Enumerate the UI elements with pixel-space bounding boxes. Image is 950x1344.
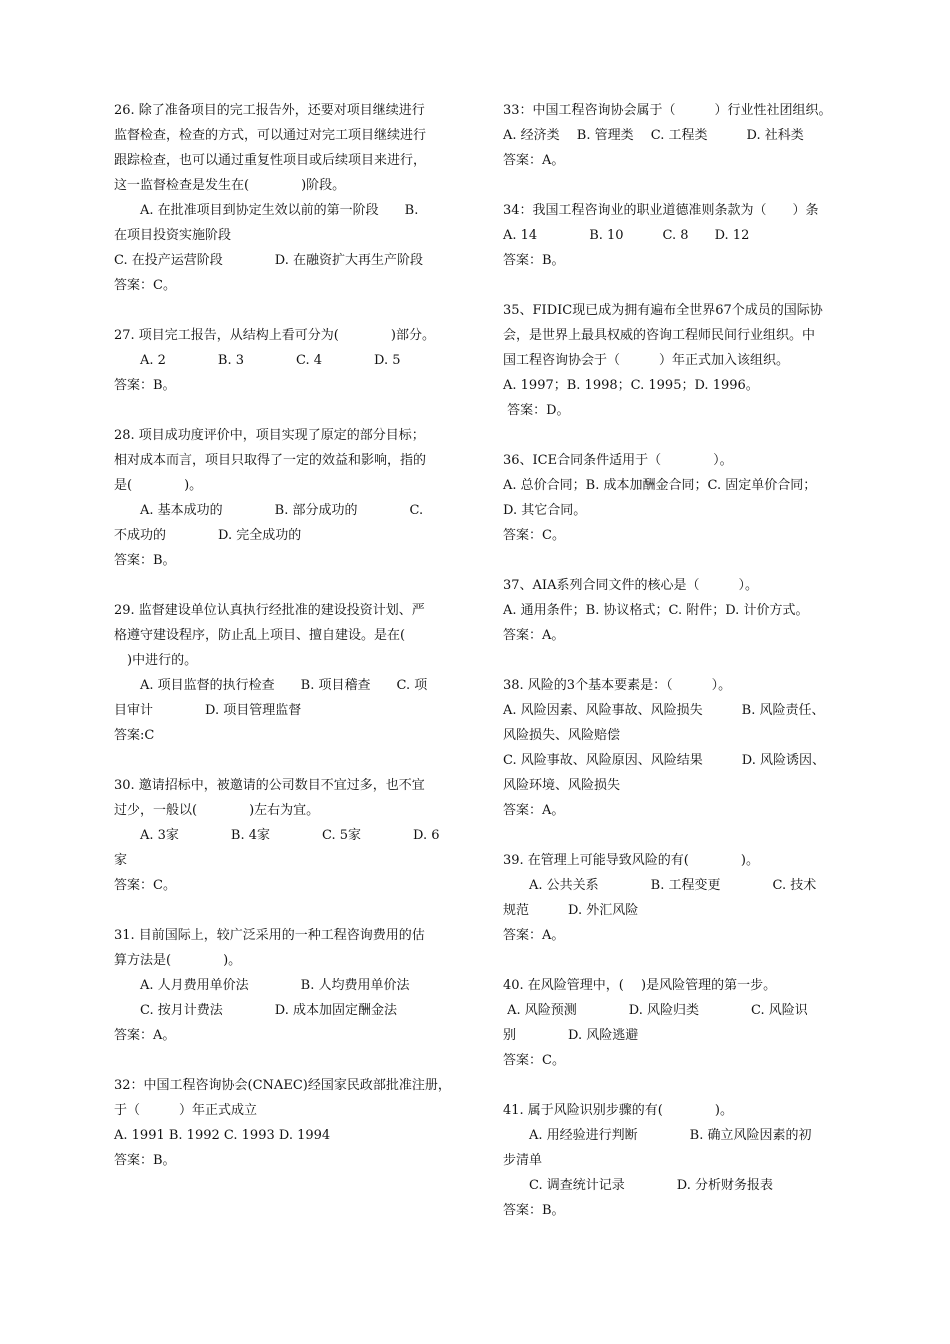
left-text-line: 这一监督检查是发生在( )阶段。	[114, 178, 346, 193]
blank-line	[503, 948, 863, 973]
left-text-line: 26. 除了准备项目的完工报告外，还要对项目继续进行	[114, 103, 425, 118]
right-text-line: A. 通用条件；B. 协议格式；C. 附件；D. 计价方式。	[503, 603, 809, 618]
left-text-line: A. 3家 B. 4家 C. 5家 D. 6	[114, 828, 440, 843]
left-text-line: C. 在投产运营阶段 D. 在融资扩大再生产阶段	[114, 253, 423, 268]
blank-line	[114, 898, 466, 923]
right-text-line: 36、ICE合同条件适用于（ ）。	[503, 453, 733, 468]
right-text-line: 34：我国工程咨询业的职业道德准则条款为（ ）条	[503, 203, 819, 218]
right-text-line: A. 用经验进行判断 B. 确立风险因素的初	[503, 1128, 812, 1143]
right-text-line: 别 D. 风险逃避	[503, 1028, 639, 1043]
right-text-line: 37、AIA系列合同文件的核心是（ ）。	[503, 578, 758, 593]
left-text-line: 目审计 D. 项目管理监督	[114, 703, 302, 718]
right-text-line: 答案：C。	[503, 1053, 565, 1068]
blank-line	[503, 548, 863, 573]
blank-line	[503, 1073, 863, 1098]
right-text-line: 答案：B。	[503, 1203, 565, 1218]
right-text-line: 35、FIDIC现已成为拥有遍布全世界67个成员的国际协	[503, 303, 823, 318]
left-text-line: 答案:C	[114, 728, 155, 743]
right-text-line: A. 风险预测 D. 风险归类 C. 风险识	[503, 1003, 808, 1018]
blank-line	[114, 573, 466, 598]
right-text-line: 39. 在管理上可能导致风险的有( )。	[503, 853, 759, 868]
left-text-line: 是( )。	[114, 478, 203, 493]
right-text-line: 国工程咨询协会于（ ）年正式加入该组织。	[503, 353, 790, 368]
left-text-line: 算方法是( )。	[114, 953, 242, 968]
left-text-line: 不成功的 D. 完全成功的	[114, 528, 302, 543]
right-text-line: C. 调查统计记录 D. 分析财务报表	[503, 1178, 773, 1193]
right-text-line: 风险环境、风险损失	[503, 778, 621, 793]
right-text-line: 答案：B。	[503, 253, 565, 268]
left-text-line: 答案：B。	[114, 1153, 176, 1168]
right-text-line: A. 14 B. 10 C. 8 D. 12	[503, 228, 750, 243]
right-text-line: 规范 D. 外汇风险	[503, 903, 639, 918]
right-text-line: 答案：A。	[503, 628, 565, 643]
left-text-line: A. 在批准项目到协定生效以前的第一阶段 B.	[114, 203, 419, 218]
left-text-line: 答案：B。	[114, 378, 176, 393]
right-text-line: 风险损失、风险赔偿	[503, 728, 621, 743]
blank-line	[503, 173, 863, 198]
blank-line	[503, 823, 863, 848]
right-text-line: 答案：A。	[503, 928, 565, 943]
right-text-line: A. 公共关系 B. 工程变更 C. 技术	[503, 878, 817, 893]
left-text-line: A. 项目监督的执行检查 B. 项目稽查 C. 项	[114, 678, 428, 693]
left-text-line: 格遵守建设程序，防止乱上项目、擅自建设。是在(	[114, 628, 406, 643]
right-text-line: 38. 风险的3个基本要素是：（ ）。	[503, 678, 732, 693]
blank-line	[503, 423, 863, 448]
right-text-line: 答案：C。	[503, 528, 565, 543]
left-text-line: 相对成本而言，项目只取得了一定的效益和影响，指的	[114, 453, 427, 468]
left-text-line: 27. 项目完工报告，从结构上看可分为( )部分。	[114, 328, 435, 343]
blank-line	[114, 398, 466, 423]
left-text-line: )中进行的。	[114, 653, 198, 668]
blank-line	[503, 273, 863, 298]
left-text-line: 答案：A。	[114, 1028, 176, 1043]
left-text-line: 答案：C。	[114, 878, 176, 893]
left-text-line: A. 人月费用单价法 B. 人均费用单价法	[114, 978, 410, 993]
right-text-line: 40. 在风险管理中，( )是风险管理的第一步。	[503, 978, 777, 993]
left-column	[114, 98, 466, 1173]
left-text-line: C. 按月计费法 D. 成本加固定酬金法	[114, 1003, 397, 1018]
right-text-line: 41. 属于风险识别步骤的有( )。	[503, 1103, 733, 1118]
left-text-line: A. 基本成功的 B. 部分成功的 C.	[114, 503, 424, 518]
left-text-line: A. 2 B. 3 C. 4 D. 5	[114, 353, 401, 368]
right-text-line: 会，是世界上最具权威的咨询工程师民间行业组织。中	[503, 328, 816, 343]
right-text-line: 步清单	[503, 1153, 543, 1168]
left-text-line: 答案：C。	[114, 278, 176, 293]
right-text-line: A. 经济类 B. 管理类 C. 工程类 D. 社科类	[503, 128, 804, 143]
right-text-line: D. 其它合同。	[503, 503, 587, 518]
left-text-line: A. 1991 B. 1992 C. 1993 D. 1994	[114, 1128, 331, 1143]
left-text-line: 32：中国工程咨询协会(CNAEC)经国家民政部批准注册，	[114, 1078, 451, 1093]
left-text-line: 30. 邀请招标中，被邀请的公司数目不宜过多，也不宜	[114, 778, 425, 793]
left-text-line: 31. 目前国际上，较广泛采用的一种工程咨询费用的估	[114, 928, 425, 943]
blank-line	[114, 1048, 466, 1073]
left-text-line: 答案：B。	[114, 553, 176, 568]
blank-line	[114, 298, 466, 323]
right-column	[503, 98, 863, 1223]
right-text-line: A. 总价合同；B. 成本加酬金合同；C. 固定单价合同；	[503, 478, 817, 493]
blank-line	[503, 648, 863, 673]
left-text-line: 29. 监督建设单位认真执行经批准的建设投资计划、严	[114, 603, 425, 618]
left-text-line: 过少，一般以( )左右为宜。	[114, 803, 320, 818]
blank-line	[114, 748, 466, 773]
right-text-line: 答案：A。	[503, 153, 565, 168]
left-text-line: 于（ ）年正式成立	[114, 1103, 258, 1118]
right-text-line: 答案：D。	[503, 403, 570, 418]
left-text-line: 监督检查，检查的方式，可以通过对完工项目继续进行	[114, 128, 427, 143]
right-text-line: 答案：A。	[503, 803, 565, 818]
left-text-line: 跟踪检查，也可以通过重复性项目或后续项目来进行，	[114, 153, 427, 168]
right-text-line: 33：中国工程咨询协会属于（ ）行业性社团组织。	[503, 103, 832, 118]
right-text-line: A. 风险因素、风险事故、风险损失 B. 风险责任、	[503, 703, 825, 718]
right-text-line: C. 风险事故、风险原因、风险结果 D. 风险诱因、	[503, 753, 825, 768]
left-text-line: 家	[114, 853, 128, 868]
left-text-line: 在项目投资实施阶段	[114, 228, 232, 243]
right-text-line: A. 1997；B. 1998；C. 1995；D. 1996。	[503, 378, 759, 393]
left-text-line: 28. 项目成功度评价中，项目实现了原定的部分目标；	[114, 428, 425, 443]
